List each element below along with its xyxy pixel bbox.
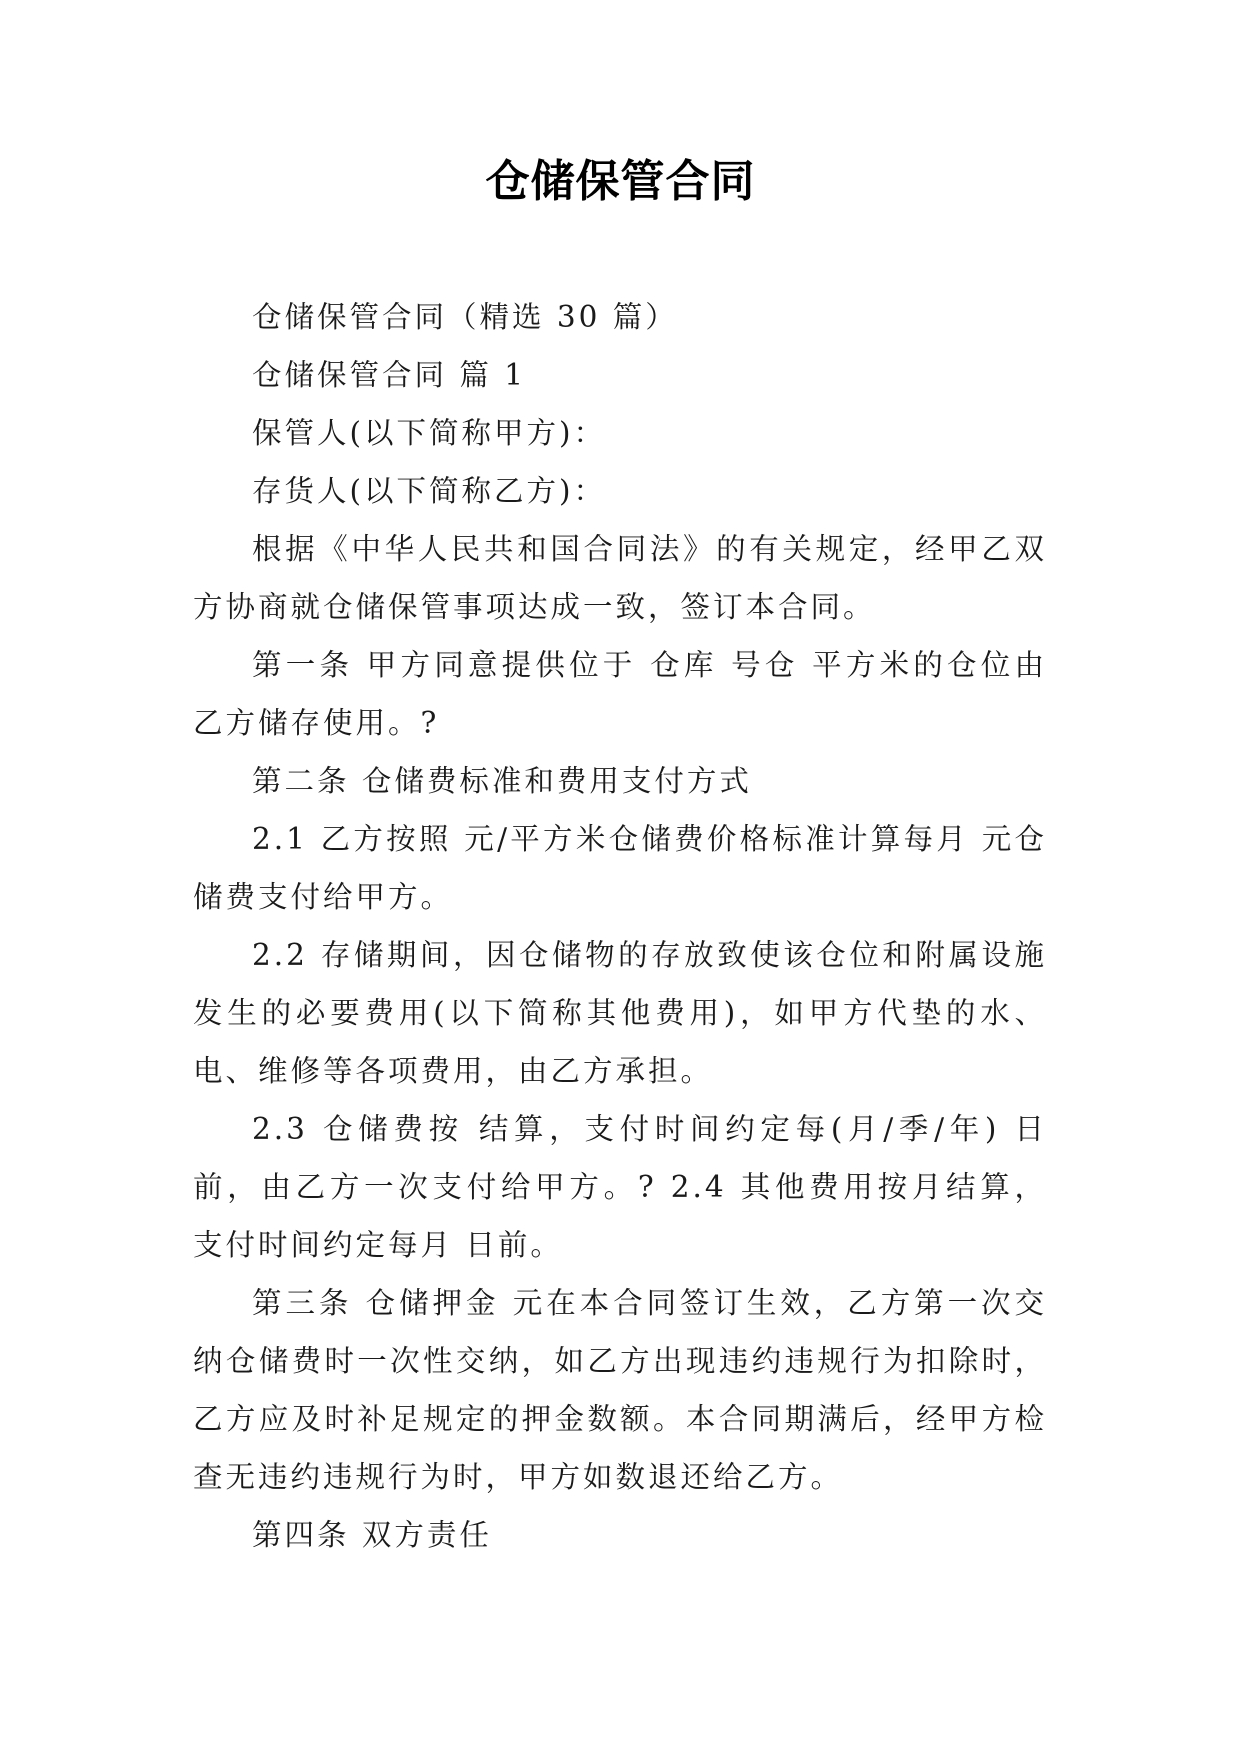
paragraph-article-2-heading: 第二条 仓储费标准和费用支付方式 [252, 764, 752, 798]
paragraph-party-a: 保管人(以下简称甲方)： [252, 416, 607, 450]
paragraph-party-b: 存货人(以下简称乙方)： [252, 474, 607, 508]
paragraph-preamble: 根据《中华人民共和国合同法》的有关规定，经甲乙双方协商就仓储保管事项达成一致，签订本合同。 [193, 532, 1047, 624]
paragraph-clause-2-3: 2.3 仓储费按 结算，支付时间约定每(月/季/年) 日前，由乙方一次支付给甲方。? 2.4 其他费用按月结算， 支付时间约定每月 日前。 [193, 1112, 1047, 1262]
paragraph-subtitle: 仓储保管合同（精选 30 篇） [252, 300, 678, 334]
document-body [193, 288, 1047, 1564]
paragraph-clause-2-1: 2.1 乙方按照 元/平方米仓储费价格标准计算每月 元仓储费支付给甲方。 [193, 822, 1047, 914]
paragraph-section-heading: 仓储保管合同 篇 1 [252, 358, 527, 392]
paragraph-clause-2-2: 2.2 存储期间，因仓储物的存放致使该仓位和附属设施发生的必要费用(以下简称其他费用)，如甲方代垫的水、电、维修等各项费用，由乙方承担。 [193, 938, 1047, 1088]
paragraph-article-4-heading: 第四条 双方责任 [252, 1518, 492, 1552]
document-title: 仓储保管合同 [485, 156, 756, 207]
paragraph-article-1: 第一条 甲方同意提供位于 仓库 号仓 平方米的仓位由乙方储存使用。? [193, 648, 1047, 740]
paragraph-article-3: 第三条 仓储押金 元在本合同签订生效，乙方第一次交纳仓储费时一次性交纳，如乙方出现违约违规行为扣除时，乙方应及时补足规定的押金数额。本合同期满后，经甲方检查无违约违规行为时，甲方如数退还给乙方。 [193, 1286, 1047, 1494]
